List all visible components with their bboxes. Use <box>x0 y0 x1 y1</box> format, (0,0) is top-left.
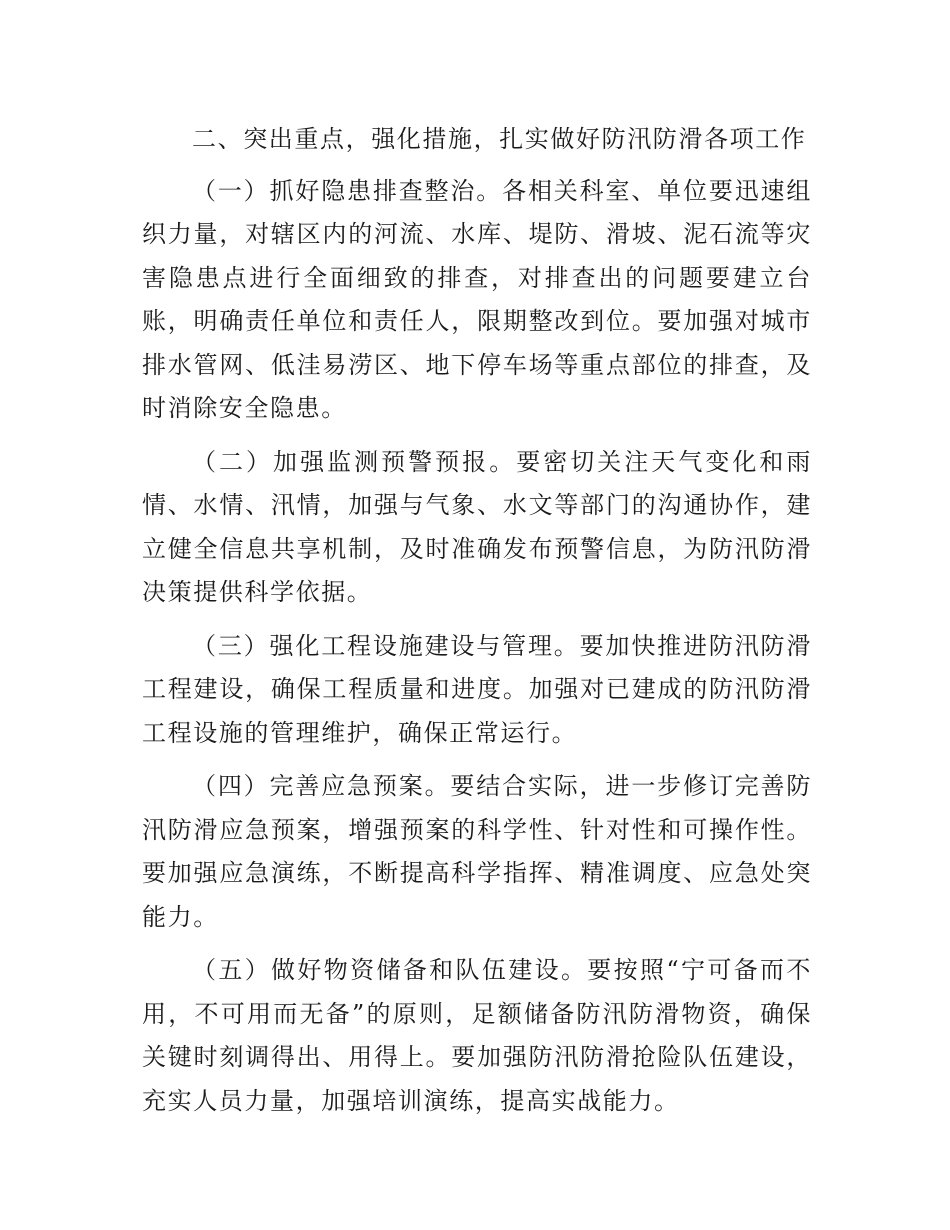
document-body <box>142 118 812 1133</box>
paragraph-4: （四）完善应急预案。要结合实际，进一步修订完善防汛防滑应急预案，增强预案的科学性、针对性和可操作性。要加强应急演练，不断提高科学指挥、精准调度、应急处突能力。 <box>142 772 812 931</box>
paragraph-3: （三）强化工程设施建设与管理。要加快推进防汛防滑工程建设，确保工程质量和进度。加强对已建成的防汛防滑工程设施的管理维护，确保正常运行。 <box>142 631 812 747</box>
section-heading: 二、突出重点，强化措施，扎实做好防汛防滑各项工作 <box>192 125 807 153</box>
paragraph-5: （五）做好物资储备和队伍建设。要按照“宁可备而不用，不可用而无备”的原则，足额储备防汛防滑物资，确保关键时刻调得出、用得上。要加强防汛防滑抢险队伍建设，充实人员力量，加强培训演练，提高实战能力。 <box>142 956 812 1115</box>
paragraph-2: （二）加强监测预警预报。要密切关注天气变化和雨情、水情、汛情，加强与气象、水文等部门的沟通协作，建立健全信息共享机制，及时准确发布预警信息，为防汛防滑决策提供科学依据。 <box>142 447 812 606</box>
paragraph-1: （一）抓好隐患排查整治。各相关科室、单位要迅速组织力量，对辖区内的河流、水库、堤防、滑坡、泥石流等灾害隐患点进行全面细致的排查，对排查出的问题要建立台账，明确责任单位和责任人，限期整改到位。要加强对城市排水管网、低洼易涝区、地下停车场等重点部位的排查，及时消除安全隐患。 <box>142 176 812 422</box>
